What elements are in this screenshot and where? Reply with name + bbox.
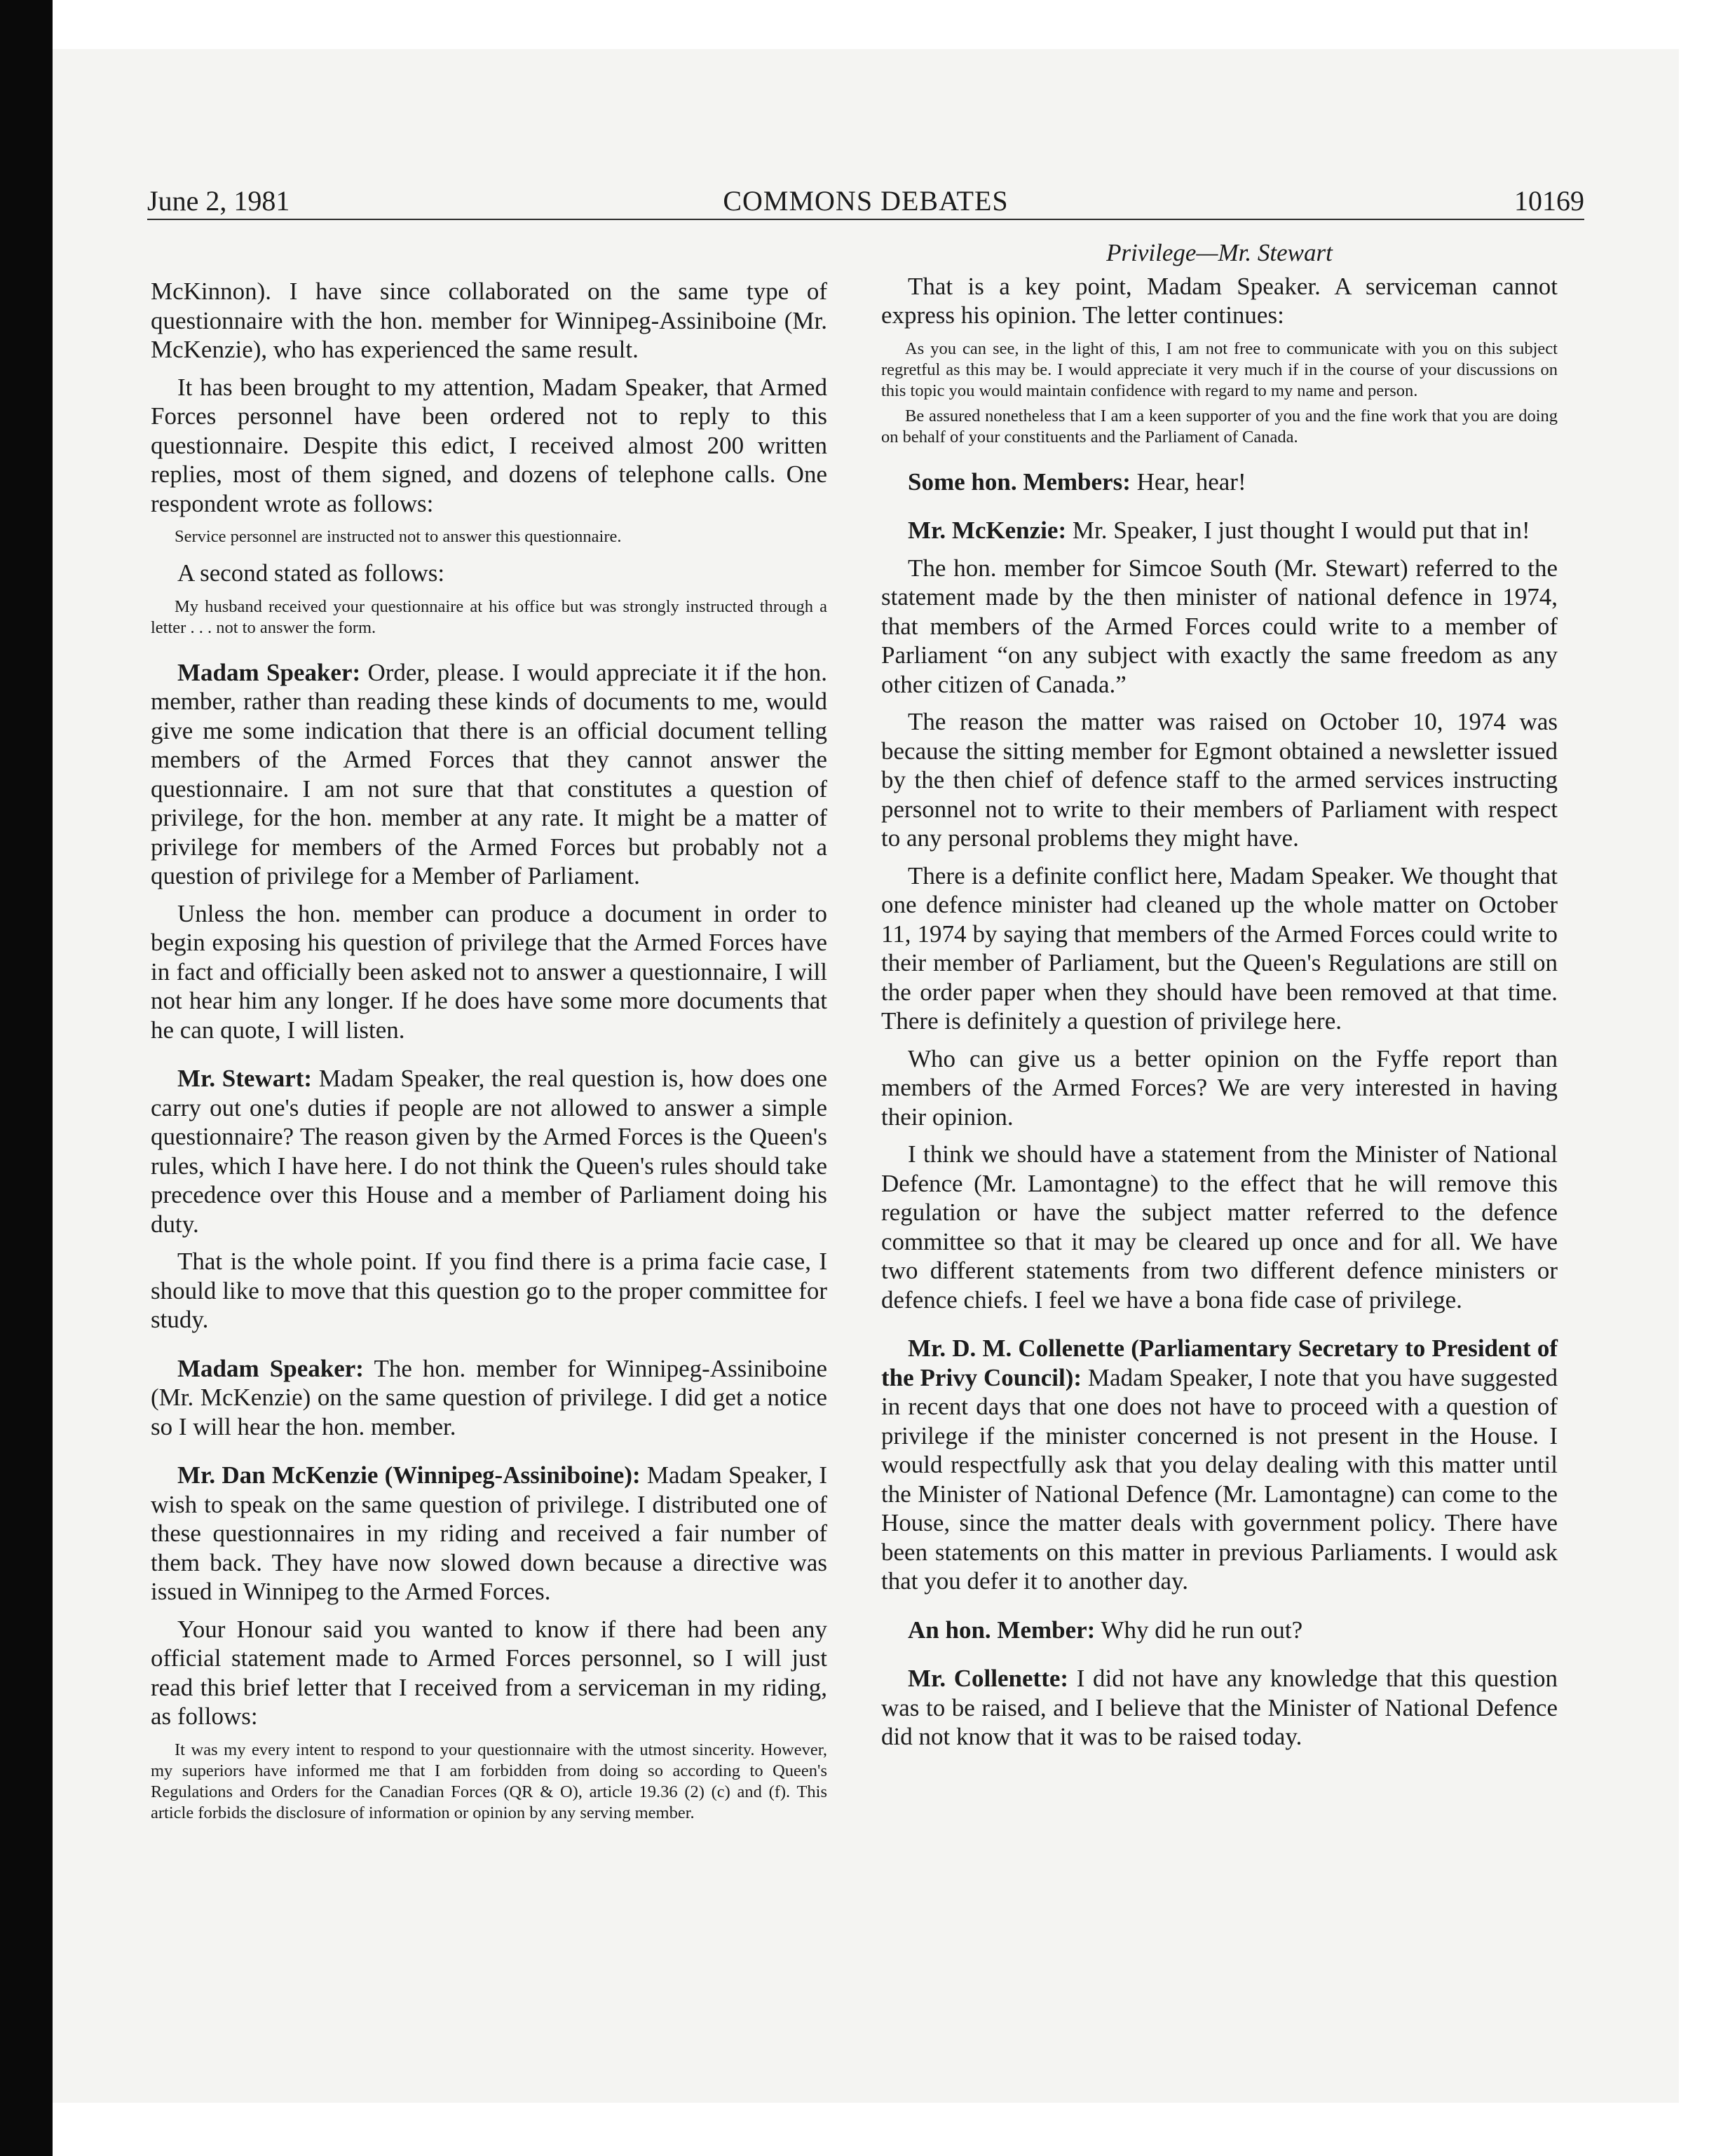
paragraph: Unless the hon. member can produce a document in order to begin exposing his question of privilege that the Armed Forces have in fact and officially been asked not to answer a questionnaire, I will not hear him any longer. If he does have some more documents that he can quote, I will listen. — [151, 899, 827, 1044]
speech — [151, 1354, 827, 1442]
speaker-name: Mr. McKenzie: — [908, 517, 1067, 544]
running-head: Privilege—Mr. Stewart — [1106, 239, 1333, 266]
speech — [881, 1664, 1558, 1752]
speech-text: Mr. Speaker, I just thought I would put that in! — [1072, 517, 1530, 544]
speech — [151, 658, 827, 891]
paragraph: That is the whole point. If you find there is a prima facie case, I should like to move that this question go to the proper committee for study. — [151, 1248, 827, 1333]
paragraph: The hon. member for Simcoe South (Mr. Stewart) referred to the statement made by the then minister of national defence in 1974, that members of the Armed Forces could write to a member of Parliament “on any subject with exactly the same freedom as any other citizen of Canada.” — [881, 554, 1558, 698]
speaker-name: Mr. Dan McKenzie (Winnipeg-Assiniboine): — [177, 1461, 641, 1489]
paragraph: Who can give us a better opinion on the Fyffe report than members of the Armed Forces? We are very interested in having their opinion. — [881, 1044, 1558, 1131]
right-column — [881, 238, 1558, 1760]
paragraph: There is a definite conflict here, Madam Speaker. We thought that one defence minister had cleaned up the whole matter on October 11, 1974 by saying that members of the Armed Forces could write to their member of Parliament, but the Queen's Regulations are still on the order paper when they should have been removed at that time. There is definitely a question of privilege here. — [881, 861, 1558, 1035]
speaker-name: An hon. Member: — [908, 1616, 1096, 1644]
speech — [881, 516, 1558, 545]
paragraph: That is a key point, Madam Speaker. A serviceman cannot express his opinion. The letter continues: — [881, 272, 1558, 329]
speaker-name: Some hon. Members: — [908, 468, 1131, 496]
speech-text: Why did he run out? — [1101, 1616, 1303, 1644]
header-rule — [147, 219, 1584, 220]
quotation: Service personnel are instructed not to answer this questionnaire. — [175, 527, 622, 546]
page-number: 10169 — [1514, 185, 1584, 217]
left-column — [151, 277, 827, 1835]
header-date: June 2, 1981 — [147, 185, 290, 217]
speech-text: The hon. member for Winnipeg-Assiniboine (Mr. McKenzie) on the same question of privilege. I did get a notice so I will hear the hon. member. — [151, 1354, 828, 1440]
speech — [881, 1616, 1558, 1645]
speech-text: Order, please. I would appreciate it if the hon. member, rather than reading these kinds of documents to me, would give me some indication that there is an official document telling members of the Armed Forces that they cannot answer the questionnaire. I am not sure that that constitutes a question of privilege, for the hon. member at any rate. It might be a matter of privilege for members of the Armed Forces but probably not a question of privilege for a Member of Parliament. — [151, 658, 828, 889]
speech — [881, 1334, 1558, 1596]
speaker-name: Mr. Collenette: — [908, 1665, 1069, 1692]
speaker-name: Madam Speaker: — [177, 658, 361, 686]
quotation: Be assured nonetheless that I am a keen supporter of you and the fine work that you are doing on behalf of your constituents and the Parliament of Canada. — [881, 406, 1558, 446]
speaker-name: Mr. Stewart: — [177, 1065, 313, 1092]
paragraph: McKinnon). I have since collaborated on the same type of questionnaire with the hon. member for Winnipeg-Assiniboine (Mr. McKenzie), who has experienced the same result. — [151, 278, 827, 363]
header-title: COMMONS DEBATES — [723, 185, 1009, 217]
quotation: It was my every intent to respond to your questionnaire with the utmost sincerity. However, my superiors have informed me that I am forbidden from doing so according to Queen's Regulations and Orders for the Canadian Forces (QR & O), article 19.36 (2) (c) and (f). This article forbids the disclosure of information or opinion by any serving member. — [151, 1740, 827, 1822]
paragraph: It has been brought to my attention, Madam Speaker, that Armed Forces personnel have been ordered not to reply to this questionnaire. Despite this edict, I received almost 200 written replies, most of them signed, and dozens of telephone calls. One respondent wrote as follows: — [151, 373, 827, 517]
speech — [151, 1064, 827, 1239]
speech-text: Hear, hear! — [1136, 468, 1246, 496]
paragraph: The reason the matter was raised on October 10, 1974 was because the sitting member for Egmont obtained a newsletter issued by the then chief of defence staff to the armed services instructing personnel not to write to their members of Parliament with respect to any personal problems they might have. — [881, 708, 1558, 852]
page-header — [147, 184, 1584, 219]
speech — [881, 468, 1558, 497]
speaker-name: Madam Speaker: — [177, 1354, 364, 1382]
paragraph: A second stated as follows: — [177, 559, 445, 587]
quotation: My husband received your questionnaire at his office but was strongly instructed through a letter . . . not to answer the form. — [151, 596, 827, 637]
speech — [151, 1461, 827, 1606]
paragraph: I think we should have a statement from the Minister of National Defence (Mr. Lamontagne) to the effect that he will remove this regulation or have the subject matter referred to the defence committee so that it may be cleared up once and for all. We have two different statements from two different defence ministers or defence chiefs. I feel we have a bona fide case of privilege. — [881, 1140, 1558, 1314]
paragraph: Your Honour said you wanted to know if there had been any official statement made to Armed Forces personnel, so I will just read this brief letter that I received from a serviceman in my riding, as follows: — [151, 1615, 827, 1730]
speech-text: I did not have any knowledge that this question was to be raised, and I believe that the Minister of National Defence did not know that it was to be raised today. — [881, 1665, 1558, 1750]
speaker-name: Mr. D. M. Collenette (Parliamentary Secretary to President of the Privy Council): — [881, 1335, 1558, 1391]
speech-text: Madam Speaker, the real question is, how does one carry out one's duties if people are not allowed to answer a simple questionnaire? The reason given by the Armed Forces is the Queen's rules, which I have here. I do not think the Queen's rules should take precedence over this House and a member of Parliament doing his duty. — [151, 1065, 828, 1238]
scan-border — [0, 0, 53, 2156]
speech-text: Madam Speaker, I wish to speak on the same question of privilege. I distributed one of these questionnaires in my riding and received a fair number of them back. They have now slowed down because a directive was issued in Winnipeg to the Armed Forces. — [151, 1461, 827, 1605]
speech-text: Madam Speaker, I note that you have suggested in recent days that one does not have to proceed with a question of privilege if the minister concerned is not present in the House. I would respectfully ask that you delay dealing with this matter until the Minister of National Defence (Mr. Lamontagne) can come to the House, since the matter deals with government policy. There have been statements on this matter in previous Parliaments. I would ask that you defer it to another day. — [881, 1363, 1558, 1595]
quotation: As you can see, in the light of this, I am not free to communicate with you on this subject regretful as this may be. I would appreciate it very much if in the course of your discussions on this topic you would maintain confidence with regard to my name and person. — [881, 339, 1558, 400]
